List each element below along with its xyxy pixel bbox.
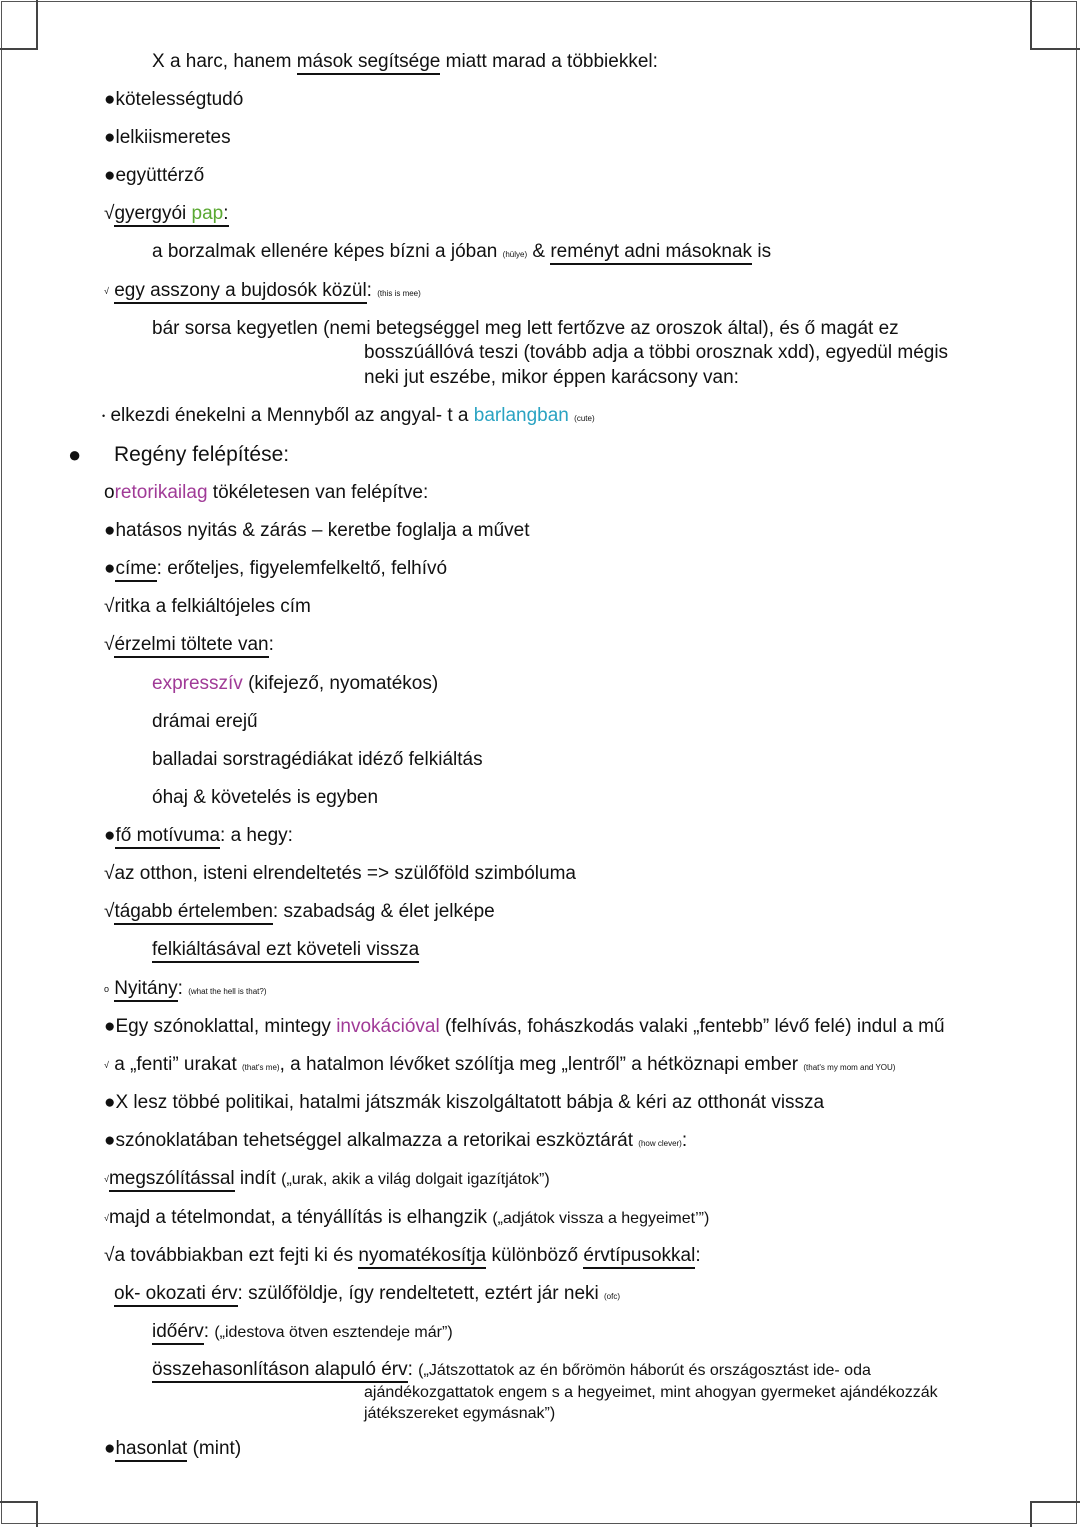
list-item: ●szónoklatában tehetséggel alkalmazza a retorikai eszköztárát (how clever): [104, 1130, 688, 1151]
list-item: √ritka a felkiáltójeles cím [104, 596, 311, 617]
section-heading: Regény felépítése: [114, 443, 290, 466]
text-line: expresszív (kifejező, nyomatékos) [152, 673, 439, 694]
list-item: √gyergyói pap: [104, 202, 229, 226]
checkmark-icon: √ [104, 596, 115, 617]
text-line: bár sorsa kegyetlen (nemi betegséggel meg lett fertőzve az oroszok által), és ő magát ez [152, 318, 899, 339]
bullet-icon: ● [104, 558, 116, 579]
list-item: √ a „fenti” urakat (that's me), a hatalmon lévőket szólítja meg „lentről” a hétköznapi ember (that's my mom and YOU) [104, 1054, 896, 1075]
checkmark-icon: √ [104, 1174, 109, 1184]
list-item: oretorikailag tökéletesen van felépítve: [104, 482, 429, 503]
list-item: √ egy asszony a bujdosók közül: (this is mee) [104, 279, 421, 306]
text-line: időérv: („idestova ötven esztendeje már”) [152, 1320, 453, 1345]
bullet-icon: ● [104, 165, 116, 186]
checkmark-icon: √ [104, 203, 115, 224]
bullet-icon: ● [104, 1092, 116, 1113]
list-item: √megszólítással indít („urak, akik a világ dolgait igazítjátok”) [104, 1167, 550, 1192]
list-item: ●fő motívuma: a hegy: [104, 824, 293, 848]
text-line: felkiáltásával ezt követeli vissza [152, 938, 419, 962]
bullet-icon: ● [104, 1130, 116, 1151]
crop-mark-top-right [1030, 0, 1080, 50]
checkmark-icon: √ [104, 1245, 115, 1266]
text-line: balladai sorstragédiákat idéző felkiáltás [152, 749, 483, 770]
list-item: √az otthon, isteni elrendeltetés => szülőföld szimbóluma [104, 863, 576, 884]
text-line: összehasonlításon alapuló érv: („Játszottatok az én bőrömön háborút és országosztást ide- oda [152, 1358, 871, 1383]
checkmark-icon: √ [104, 863, 115, 884]
checkmark-icon: √ [104, 634, 115, 655]
list-item: √tágabb értelemben: szabadság & élet jelképe [104, 900, 495, 924]
bullet-icon: ● [104, 825, 116, 846]
bullet-icon: ● [68, 442, 82, 467]
text-line: ok- okozati érv: szülőföldje, így rendeltetett, eztért jár neki (ofc) [114, 1282, 620, 1309]
bullet-icon: ● [104, 127, 116, 148]
bullet-icon: o [104, 984, 110, 994]
checkmark-icon: √ [104, 286, 109, 296]
list-item: ●Egy szónoklattal, mintegy invokációval (felhívás, fohászkodás valaki „fentebb” lévő felé) indul a mű [104, 1016, 945, 1037]
bullet-icon: ● [104, 1438, 116, 1459]
bullet-icon: • [102, 411, 106, 421]
crop-mark-top-left [0, 0, 38, 50]
list-item: ●lelkiismeretes [104, 127, 231, 148]
list-item: ●kötelességtudó [104, 89, 244, 110]
text-line: X a harc, hanem mások segítsége miatt marad a többiekkel: [152, 50, 658, 74]
list-item: √érzelmi töltete van: [104, 633, 274, 657]
list-item: $^o$ Nyitány: (what the hell is that?) [104, 977, 266, 1004]
text-line: drámai erejű [152, 711, 258, 732]
bullet-icon: ● [104, 1016, 116, 1037]
checkmark-icon: √ [104, 1213, 109, 1223]
list-item: ●címe: erőteljes, figyelemfelkeltő, felhívó [104, 557, 447, 581]
text-line: óhaj & követelés is egyben [152, 787, 379, 808]
list-item: ●X lesz többé politikai, hatalmi játszmák kiszolgáltatott bábja & kéri az otthonát vissza [104, 1092, 825, 1113]
bullet-icon: ● [104, 89, 116, 110]
list-item: ●hatásos nyitás & zárás – keretbe foglalja a művet [104, 520, 530, 541]
bullet-icon: ● [104, 520, 116, 541]
text-line: neki jut eszébe, mikor éppen karácsony van: [364, 367, 739, 388]
text-line: a borzalmak ellenére képes bízni a jóban (hülye) & reményt adni másoknak is [152, 240, 771, 267]
checkmark-icon: √ [104, 1060, 109, 1070]
text-line: ajándékozgattatok engem s a hegyeimet, mint ahogyan gyermeket ajándékozzák [364, 1384, 938, 1401]
list-item: • elkezdi énekelni a Mennyből az angyal- t a barlangban (cute) [102, 405, 595, 426]
text-line: játékszereket egymásnak”) [364, 1405, 556, 1422]
list-item: √majd a tételmondat, a tényállítás is elhangzik („adjátok vissza a hegyeimet’”) [104, 1207, 710, 1228]
checkmark-icon: √ [104, 901, 115, 922]
list-item: ●hasonlat (mint) [104, 1437, 241, 1461]
text-line: bosszúállóvá teszi (tovább adja a többi orosznak xdd), egyedül mégis [364, 342, 949, 363]
list-item: √a továbbiakban ezt fejti ki és nyomatékosítja különböző érvtípusokkal: [104, 1244, 701, 1268]
crop-mark-bottom-left [0, 1501, 38, 1527]
list-item: ●együttérző [104, 165, 205, 186]
crop-mark-bottom-right [1030, 1501, 1080, 1527]
